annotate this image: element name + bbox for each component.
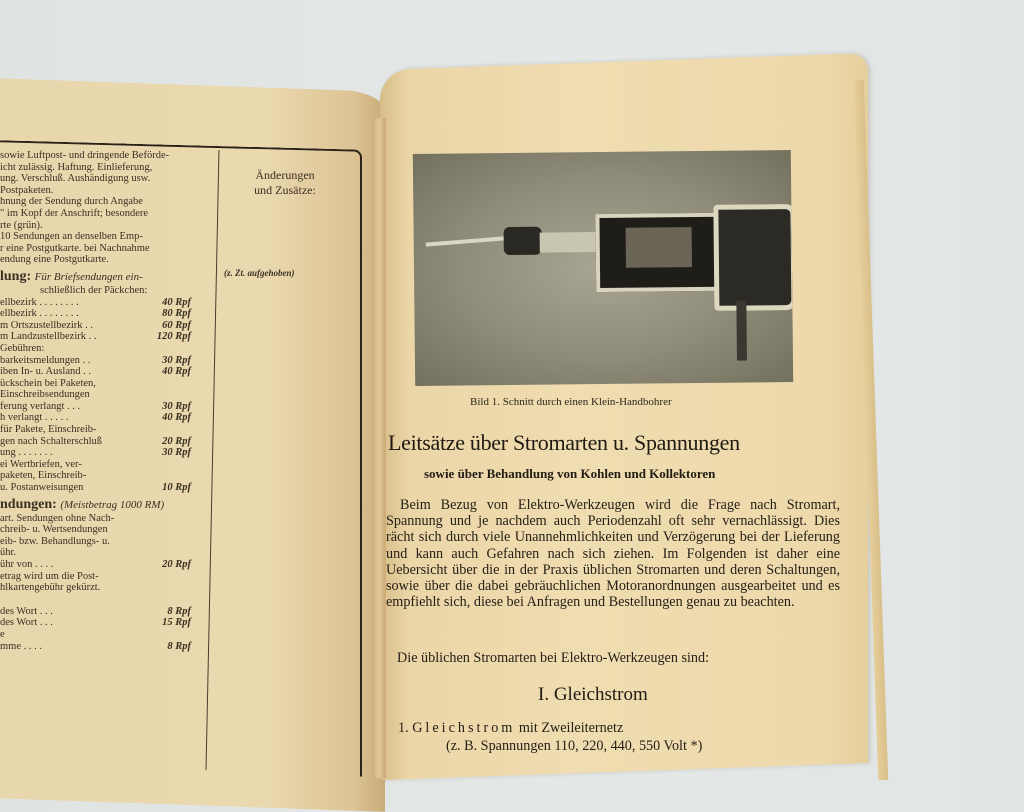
text-line: 10 Sendungen an denselben Emp-: [0, 231, 143, 243]
text-line: sowie Luftpost- und dringende Beförde-: [0, 150, 170, 161]
drill-chuck-shape: [504, 227, 542, 255]
fee-row: ückschein bei Paketen,: [0, 377, 96, 389]
fee-row: u. Postanweisungen 10 Rpf: [0, 482, 191, 494]
section-title: I. Gleichstrom: [538, 684, 648, 705]
changes-note: (z. Zt. aufgehoben): [224, 268, 295, 278]
drill-motor-shape: [626, 227, 692, 268]
fee-row: iben In- u. Ausland . . 40 Rpf: [0, 366, 191, 378]
fee-row: des Wort . . . 15 Rpf: [0, 617, 191, 629]
fee-row: h verlangt . . . . . 40 Rpf: [0, 412, 191, 424]
page-subheading: sowie über Behandlung von Kohlen und Kollektoren: [424, 466, 716, 481]
text-line: ühr.: [0, 547, 17, 559]
text-line: " im Kopf der Anschrift; besondere: [0, 207, 149, 219]
drill-neck-shape: [540, 232, 598, 253]
drill-handle-shape: [713, 204, 793, 311]
text-line: r eine Postgutkarte. bei Nachnahme: [0, 242, 150, 254]
section-heading: lung: Für Briefsendungen ein-: [0, 268, 143, 284]
fee-row: ellbezirk . . . . . . . . 80 Rpf: [0, 308, 191, 320]
fee-row: paketen, Einschreib-: [0, 470, 87, 482]
text-line: Postpaketen.: [0, 184, 54, 196]
fee-row: Gebühren:: [0, 342, 45, 354]
figure-caption: Bild 1. Schnitt durch einen Klein-Handbohrer: [470, 396, 672, 408]
book-gutter: [372, 118, 386, 778]
fee-row: gen nach Schalterschluß 20 Rpf: [0, 435, 191, 447]
list-item: 1. Gleichstrom mit Zweileiternetz: [398, 720, 624, 736]
text-line: icht zulässig. Haftung. Einlieferung,: [0, 161, 153, 173]
fee-row: mme . . . . 8 Rpf: [0, 640, 191, 652]
fee-row: ferung verlangt . . . 30 Rpf: [0, 400, 191, 412]
fee-row: des Wort . . . 8 Rpf: [0, 605, 191, 617]
text-line: hnung der Sendung durch Angabe: [0, 196, 143, 208]
fee-row: für Pakete, Einschreib-: [0, 424, 97, 436]
list-item-detail: (z. B. Spannungen 110, 220, 440, 550 Volt *): [446, 738, 703, 754]
text-line: endung eine Postgutkarte.: [0, 254, 109, 266]
fee-row: ei Wertbriefen, ver-: [0, 458, 82, 470]
text-line: e: [0, 628, 5, 640]
text-line: hlkartengebühr gekürzt.: [0, 582, 101, 594]
text-line: eib- bzw. Behandlungs- u.: [0, 535, 110, 547]
fee-row: m Landzustellbezirk . . 120 Rpf: [0, 331, 191, 343]
fee-row: ühr von . . . . 20 Rpf: [0, 559, 191, 570]
fee-row: ung . . . . . . . 30 Rpf: [0, 447, 191, 459]
fee-row: ellbezirk . . . . . . . . 40 Rpf: [0, 296, 191, 308]
page-heading: Leitsätze über Stromarten u. Spannungen: [388, 430, 740, 455]
text-line: rte (grün).: [0, 219, 43, 231]
drill-cord-shape: [736, 301, 747, 361]
drill-cross-section-figure: [413, 150, 793, 386]
changes-heading: Änderungen und Zusätze:: [254, 168, 316, 197]
body-paragraph: Beim Bezug von Elektro-Werkzeugen wird die Frage nach Stromart, Spannung und je nachdem auch Periodenzahl oft sehr vernachlässigt. Dies rächt sich durch viele Unannehmlichkeiten und Verzögerung bei der Lieferung und kann auch Gefahren nach sich ziehen. Im Folgenden ist daher eine Uebersicht über die in der Praxis üblichen Stromarten und deren Schaltungen, sowie über die dabei gebräuchlichen Motoranordnungen ausgearbeitet und es empfiehlt sich, diese bei Anfragen und Bestellungen genau zu beachten.: [386, 497, 840, 611]
left-page-text: [0, 150, 205, 652]
text-line: etrag wird um die Post-: [0, 570, 99, 582]
text-line: ung. Verschluß. Aushändigung usw.: [0, 173, 151, 185]
fee-row: m Ortszustellbezirk . . 60 Rpf: [0, 319, 191, 331]
fee-row: Einschreibsendungen: [0, 389, 90, 401]
text-line: chreib- u. Wertsendungen: [0, 524, 108, 536]
intro-line: Die üblichen Stromarten bei Elektro-Werkzeugen sind:: [397, 650, 710, 666]
text-line: schließlich der Päckchen:: [40, 284, 148, 296]
text-line: art. Sendungen ohne Nach-: [0, 512, 115, 524]
fee-row: barkeitsmeldungen . . 30 Rpf: [0, 354, 191, 366]
drill-bit-shape: [426, 236, 506, 246]
section-heading: ndungen: (Meistbetrag 1000 RM): [0, 496, 165, 512]
